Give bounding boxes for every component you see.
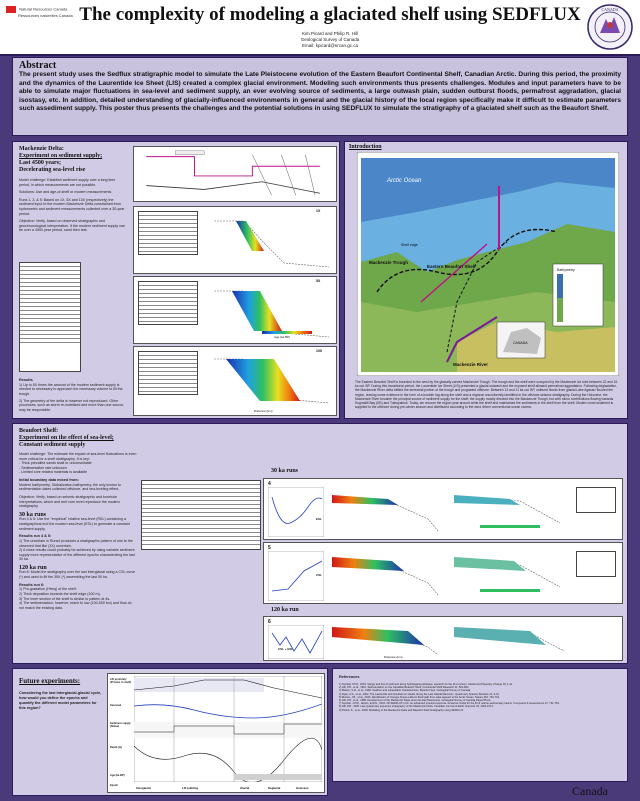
run-1x-label: 1X [316, 209, 321, 213]
mackenzie-title-3: Last 4500 years; [19, 160, 61, 166]
reference-item: 7) Syvitski, J.P.M., Hutton, E.W.H., 2001. 2D SEDFLUX 1.0C: an advanced process-response numerical model for the fill of marine sedimentary basins. Computers & Geosciences 27, 731-753. [339, 702, 560, 706]
beaufort-title-3: Constant sediment supply [19, 442, 86, 448]
authors: Kim Picard and Philip R. Hill [301, 31, 359, 36]
reference-item: 1) Syvitski J.P.M., 2003. Supply and flux of sediment along hydrological pathways: research for the 21st century. Global and Planetary Change 39, 1-11. [339, 683, 513, 686]
beaufort-title [19, 428, 149, 449]
run-1x-section [204, 213, 334, 271]
mackenzie-results-label: Results [19, 378, 33, 382]
beaufort-p3: Modern bathymetry, Globalization bathymetry, the only known to sedimentation dates collected offshore, and sea-leveling effect. [19, 482, 121, 492]
beaufort-result6-4: 4) The sedimentation, however, reach to low (100-500 km) and thus do not match the existing data. [19, 601, 132, 610]
chart-title-120ka: 120 ka run [271, 607, 299, 613]
beaufort-p2: Initial boundary data mixed from: [19, 477, 79, 482]
references-list [339, 683, 623, 712]
row-label-sealevel: Sea-level [110, 704, 122, 707]
canada-flag-icon [6, 6, 16, 13]
run-6-label: 6 [268, 619, 271, 625]
chart-title-30ka: 30 ka runs [271, 468, 299, 474]
beaufort-map [357, 152, 619, 376]
inset-label-canada: CANADA [513, 341, 528, 345]
mackenzie-title-4: Decelerating sea-level rise [19, 167, 86, 173]
run-5x-figure [133, 276, 337, 344]
future-experiments-panel [12, 668, 328, 796]
map-label-shelf: Eastern Beaufort Shelf [427, 264, 476, 269]
poster-title: The complexity of modeling a glaciated shelf using SEDFLUX [79, 4, 581, 25]
reference-item: 3) Blasco, S.M., et al., 1990. Seafloor and subseafloor characteristics, Beaufort Sea. Geological Survey of Canada. [339, 689, 471, 693]
run-10x-axis-label: Distance (km) [254, 409, 273, 413]
run-10x-label: 10X [316, 349, 323, 353]
run-1x-table [138, 211, 198, 255]
map-label-trough: Mackenzie Trough [369, 260, 409, 265]
beaufort-title-1: Beaufort Shelf: [19, 428, 59, 434]
beaufort-runs30-text: Run 4 & 5: Use the "empirical" relative sea-level (RSL) containing a stratigraphical end the modern sea-level (ESL) to generate a constant sediment supply. [19, 517, 130, 531]
mackenzie-title [19, 146, 129, 174]
row-label-lis: LIS proximity (Proxies to shelf) [110, 678, 132, 684]
reference-item: 8) Hill, P.R., 1996. Late Quaternary sequence stratigraphy of the Mackenzie Delta. Canadian Journal of Earth Sciences 33, 1064-1074. [339, 705, 494, 709]
mackenzie-title-2: Experiment on sediment supply; [19, 153, 103, 159]
run-5-grain-section [450, 547, 570, 601]
future-text: Considering the last Interglacial-glacial cycle, how would you define the epochs and quantify the different model parameters for this region? [19, 691, 102, 710]
mackenzie-p2: Solutions: Use and age-of-shelf or modern measurements [19, 190, 112, 195]
map-legend-title: Bathymetry [557, 268, 575, 272]
map-label-ocean: Arctic Ocean [387, 178, 422, 184]
run-6-section [328, 621, 440, 659]
epoch-lis-building: LIS building [182, 786, 199, 790]
beaufort-bullet-1: - Thick prevailed sands shall or unconsolidate [19, 461, 92, 466]
run-5-section [328, 547, 440, 601]
run-4-label: 4 [268, 481, 271, 487]
run-4-sealevel-curve [268, 487, 324, 537]
beaufort-title-2: Experiment on the effect of sea-level; [19, 435, 114, 441]
run-4-curve-label: ESL [316, 517, 322, 521]
reference-item: 4) Dyke, A.S., et al., 2002. The Laurentide and Innuitian ice sheets during the Last Glacial Maximum. Quaternary Science Reviews 21, 9-31. [339, 692, 500, 696]
row-label-sediment: Sediment supply (hi/low) [110, 722, 131, 728]
beaufort-runs120-title: 120 ka run [19, 564, 47, 571]
mackenzie-p3: Runs 1, 3, & 5: Based on 1X, 5X and 10X (respectively) the sediment input to the modern Mackenzie Delta constrained from hydrometric and sediment measurements collected over a 30-year period. [19, 197, 125, 216]
beaufort-result6-1: 1) Pro-gradation (Hfreq) of the shelf. [19, 587, 77, 592]
epoch-deglacial: Deglacial [268, 786, 281, 790]
abstract-heading: Abstract [19, 60, 57, 71]
references-title: References [339, 675, 360, 679]
beaufort-bullet-3: - Limited core related materials is available [19, 470, 88, 475]
government-logo [6, 6, 76, 20]
epoch-glacial: Glacial [240, 786, 250, 790]
future-chart-graphics [134, 676, 322, 782]
run-10x-section [204, 353, 334, 407]
run-5-legend [576, 551, 616, 577]
mackenzie-text [19, 178, 127, 233]
authors-block [70, 31, 590, 49]
abstract-section [12, 57, 628, 136]
run-5-label: 5 [268, 545, 271, 551]
reference-item: 6) Hill, P.R., et al., 1985. Development of the Mackenzie Delta since the late Pleistocene. Geological Survey of Canada Paper 85-1A. [339, 699, 492, 703]
mackenzie-panel [12, 141, 340, 419]
reference-item: 2) Hill, P.R., et al., 1991. Sedimentation on the Canadian Beaufort Shelf. Continental Shelf Research 11, 821-842. [339, 686, 470, 690]
map-label-river: Mackenzie River [453, 362, 489, 367]
row-label-epoch: Epoch [110, 784, 118, 787]
run-4-legend [576, 487, 616, 513]
beaufort-bullet-2: - Sedimentation rate unknown [19, 465, 67, 470]
canada-wordmark: Canada [572, 784, 608, 798]
beaufort-result-2: 2) A close results could probably be achieved by using variable sediment supply more representative of the different epochs characterizing the last 30 ka. [19, 548, 135, 562]
abstract-text: The present study uses the Sedflux stratigraphic model to simulate the Late Pleistocene evolution of the Eastern Beaufort Continental Shelf, Canadian Arctic. During this period, the proximity and the dynamics of the Laurentide Ice Sheet (LIS) created a complex glacial environment. Modeling such environments thus presents challenges. Modules and input parameters have to be able to simulate major fluctuations in sea-level and sediment supply, an ever evolving source of sediments, a large outwash plain, sudden outburst floods, permafrost aggradation, glacial isostasy, etc. In addition, detailed understanding of glacially-influenced environments in general and the glacial history of the local region specifically make it difficult to estimate parameters such assediment supply. This poster thus presents the challenges and the potential solutions in using SEDFLUX to simulate the stratigraphy of a glaciated shelf such as the Beaufort Shelf. [19, 71, 621, 113]
poster-header [0, 0, 640, 56]
beaufort-results6-label: Results run 6: [19, 582, 45, 587]
run-10x-table [138, 351, 198, 395]
beaufort-runs120-text: Run 6: Model the stratigraphy over the last interglacial using a CSL curve (*) and used to lift the 30K (*) assembling the last 50 ka. [19, 570, 136, 580]
beaufort-result-1: 1) The uncertain in Runs4 produces a stratigraphic pattern of one to the observed that like (3X) uncertain. [19, 538, 133, 548]
beaufort-text [19, 452, 137, 610]
beaufort-runs30-title: 30 ka runs [19, 511, 47, 518]
affiliation: Geological Survey of Canada [300, 37, 360, 42]
mackenzie-result-2: 2) The geometry of the delta is however not reproduced. Other processes, such as storm re-mobilized and more than one source, may be responsible. [19, 398, 125, 412]
gov-logo-line2: Ressources naturelles Canada [18, 13, 73, 18]
run-4-figure [263, 478, 623, 540]
run-5-figure [263, 542, 623, 604]
future-title: Future experiments: [19, 677, 81, 685]
epoch-interglacial: Interglacial [136, 786, 151, 790]
future-epoch-chart [107, 673, 325, 793]
beaufort-panel [12, 423, 628, 664]
run-5x-label: 5X [316, 279, 321, 283]
reference-item: 5) Murton, J.B., et al., 2010. Identification of Younger Dryas outburst flood path from Lake Agassiz to the Arctic Ocean. Nature 464, 740-743. [339, 695, 500, 699]
mackenzie-title-1: Mackenzie Delta: [19, 146, 64, 152]
reference-item: 9) Picard, K., et al., 2008. Modelling of the Mackenzie Delta and Beaufort Shelf stratigraphy using SEDFLUX. [339, 708, 464, 712]
row-label-depth: Depth (m) [110, 746, 123, 749]
run-1x-figure [133, 206, 337, 274]
mackenzie-p1: Model challenge: Establish sediment supply over a long time period, in which measurements are not possible. [19, 178, 116, 187]
map-label-shelf-edge: Shelf edge [401, 243, 418, 247]
introduction-text: The Eastern Beaufort Shelf is bounded to the west by the glacially carved Mackenzie Trough. The trough and the shelf were occupied by the Mackenzie ice lobe between 22 and 16 ka cal. BP. During this transitional period, the Laurentide Ice Sheet (LIS) presented a glacial outwash and the exposed shelf allowed permafrost aggradation. Following deglaciation, the Mackenzie River delta infilled the terrestrial portion of the trough and prograded offshore. Between 13 and 11 ka cal. BP, outburst floods from glacial Lake Agassiz flooded the region, leaving some evidence in the form of a boulder lag along the shelf and a regional unconformity identified in the offshore seismic stratigraphy. During the Holocene, the Mackenzie River became the principal source of sediment supply for the shelf; the supply mostly directed into the Mackenzie Trough, but with minor contributions flowing towards Kugmallit Bay (KB) and Tuktoyaktuk. Today, we recover the region year around while the shelf and maintained the sediments in the shelf from the shelf. Modern most sediment is supplied to the offshore during pre-winter season and distributed according to the wind driven conventional ocean storms. [355, 380, 618, 410]
beaufort-result6-2: 2) Thick deposition towards the shelf edge (100 m). [19, 592, 101, 597]
gov-logo-line1: Natural Resources Canada [19, 6, 68, 12]
introduction-panel [344, 141, 628, 419]
run-5x-colorbar [262, 331, 312, 334]
seal-text: CANADA [601, 7, 619, 12]
run-4-grain-section [450, 483, 570, 537]
run-6-sealevel-curve [268, 625, 324, 659]
beaufort-results45-label: Results run 4 & 5: [19, 534, 52, 539]
gsc-seal-icon [586, 3, 634, 51]
run-6-figure [263, 616, 623, 661]
run-4-section [328, 483, 440, 537]
run-6-grain-section [450, 621, 570, 659]
beaufort-parameter-table [141, 480, 261, 550]
run-6-axis-label: Distance (km) [384, 655, 403, 659]
run-5x-colorbar-label: Age (ka BP) [274, 335, 291, 339]
beaufort-p4: Objective: Verify, based on seismic stratigraphic and borehole interpretations, which and reef core level reproduce the modern stratigraphy. [19, 494, 120, 509]
references-panel [332, 668, 628, 782]
run-6-curve-label: CSL + ESL [278, 647, 294, 651]
mackenzie-p4: Objective: Verify, based on observed stratigraphic and geochronological interpretation, if the modern sediment supply can be over a 4500 year period, sand then test. [19, 219, 125, 233]
epoch-holocene: Holocene [296, 786, 309, 790]
run-5x-table [138, 281, 198, 325]
introduction-title: Introduction [349, 144, 382, 150]
mackenzie-result-1: 1) Up to 5X times the amount of the modern sediment supply is needed to necessary to approach the necessary volume to fill the trough. [19, 382, 123, 396]
mackenzie-parameter-table [19, 262, 81, 372]
row-label-age: Age (ka BP) [110, 774, 125, 777]
beaufort-result6-3: 3) The inner section of the shelf is similar to pattern at 4s. [19, 596, 111, 601]
email: Email: kpicard@nrcan.gc.ca [301, 43, 359, 48]
beaufort-p1: Model challenge: The estimate the impact of sea-level fluctuations is even more critical for a shelf stratigraphy. It is key: [19, 452, 137, 461]
mackenzie-results [19, 378, 127, 412]
run-10x-figure [133, 346, 337, 416]
run-5-curve-label: CSL [316, 573, 322, 577]
mackenzie-cross-section-figure [133, 146, 337, 202]
